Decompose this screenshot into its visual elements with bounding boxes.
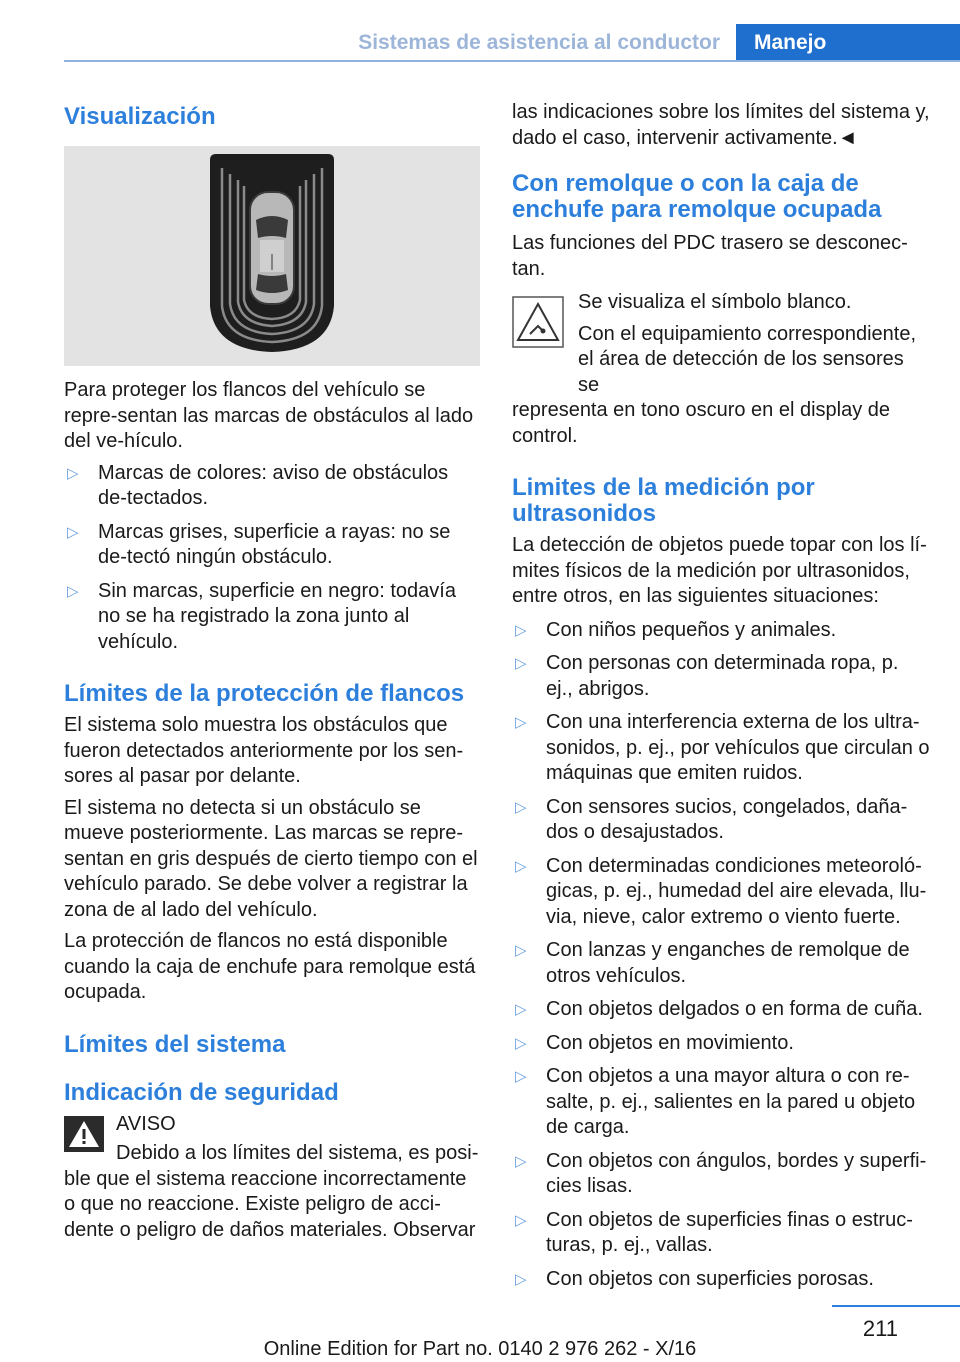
- warning-header: [64, 1112, 480, 1167]
- list-item: ▷ Con objetos con ángulos, bordes y superfi-cies lisas.: [515, 1149, 927, 1197]
- page-footer: [0, 1300, 960, 1362]
- list-item: ▷ Con una interferencia externa de los ultra-sonidos, p. ej., por vehículos que circulan o máquinas que emiten ruidos.: [515, 711, 930, 784]
- bullet-triangle-icon: ▷: [515, 857, 527, 875]
- bullet-triangle-icon: ▷: [67, 582, 79, 600]
- heading-remolque: Con remolque o con la caja de enchufe para remolque ocupada: [512, 170, 882, 223]
- paragraph: La protección de flancos no está disponible cuando la caja de enchufe para remolque está ocupada.: [64, 930, 476, 1003]
- list-item: ▷ Con objetos a una mayor altura o con re-salte, p. ej., salientes en la pared u objeto de carga.: [515, 1065, 916, 1138]
- left-column: [64, 100, 480, 1249]
- header-rule: [64, 60, 960, 62]
- list-item: ▷ Con objetos con superficies porosas.: [512, 1267, 930, 1293]
- bullet-triangle-icon: ▷: [515, 798, 527, 816]
- bullet-triangle-icon: ▷: [515, 1270, 527, 1288]
- warning-block: [64, 1112, 480, 1244]
- list-item: ▷ Con objetos delgados o en forma de cuña.: [512, 997, 930, 1023]
- heading-limites-sistema: Límites del sistema: [64, 1030, 286, 1058]
- warning-first-line: Debido a los límites del sistema, es posi-: [116, 1142, 479, 1164]
- bullet-triangle-icon: ▷: [515, 1001, 527, 1018]
- page-header: [0, 0, 960, 66]
- bullet-triangle-icon: ▷: [67, 464, 79, 482]
- list-item: ▷ Con objetos en movimiento.: [512, 1031, 930, 1057]
- warning-label: AVISO: [116, 1112, 176, 1135]
- header-chapter-tab: [736, 24, 960, 61]
- list-item: ▷ Con personas con determinada ropa, p. ej., abrigos.: [515, 652, 899, 700]
- bullet-triangle-icon: ▷: [67, 523, 79, 541]
- warning-triangle-icon: [64, 1116, 104, 1152]
- header-section-title: Sistemas de asistencia al conductor: [358, 31, 720, 54]
- symbol-line-3: representa en tono oscuro en el display de control.: [512, 399, 891, 447]
- paragraph: El sistema no detecta si un obstáculo se mueve posteriormente. Las marcas se repre-sentan en gris después de cierto tiempo con el vehículo parado. Se debe volver a registrar la zona de al lado del vehículo.: [64, 796, 478, 921]
- paragraph-trailer: Las funciones del PDC trasero se desconec-tan.: [512, 232, 908, 280]
- list-item: ▷ Con objetos de superficies finas o estruc-turas, p. ej., vallas.: [515, 1208, 913, 1256]
- list-item: ▷ Con niños pequeños y animales.: [512, 618, 930, 644]
- heading-indicacion-seguridad: Indicación de seguridad: [64, 1078, 339, 1106]
- list-item: ▷ Con determinadas condiciones meteoroló-gicas, p. ej., humedad del aire elevada, llu-via, nieve, calor extremo o viento fuerte.: [515, 854, 927, 928]
- bullet-triangle-icon: ▷: [515, 1068, 527, 1085]
- paragraph-intro: Para proteger los flancos del vehículo se repre-sentan las marcas de obstáculos al lado del ve-hículo.: [64, 379, 474, 452]
- paragraph: El sistema solo muestra los obstáculos que fueron detectados anteriormente por los sen-sores al pasar por delante.: [64, 714, 464, 787]
- paragraph-ultrasonidos: La detección de objetos puede topar con los lí-mites físicos de la medición por ultrasonidos, entre otros, en las siguientes situaciones:: [512, 534, 927, 607]
- list-item: ▷ Marcas grises, superficie a rayas: no se de-tectó ningún obstáculo.: [67, 520, 451, 568]
- heading-limites-proteccion: Límites de la protección de flancos: [64, 680, 465, 707]
- bullet-triangle-icon: ▷: [515, 1152, 527, 1170]
- heading-visualizacion: Visualización: [64, 103, 216, 130]
- bullet-triangle-icon: ▷: [515, 714, 527, 731]
- list-item: ▷ Sin marcas, superficie en negro: todavía no se ha registrado la zona junto al vehículo.: [67, 579, 456, 653]
- trailer-warning-symbol-icon: [512, 296, 564, 348]
- symbol-line-2: Con el equipamiento correspondiente, el área de detección de los sensores se: [578, 322, 916, 396]
- list-item: ▷ Marcas de colores: aviso de obstáculos de-tectados.: [67, 461, 449, 509]
- header-chapter-label: Manejo: [754, 31, 827, 54]
- heading-limites-ultrasonidos: Limites de la medición por ultrasonidos: [512, 474, 815, 527]
- situations-list: [512, 618, 930, 1293]
- right-column: [512, 100, 930, 1300]
- marks-list: [64, 461, 480, 656]
- bullet-triangle-icon: ▷: [515, 1034, 527, 1052]
- warning-text: ble que el sistema reaccione incorrectamente o que no reaccione. Existe peligro de acci-dente o peligro de daños materiales. Observar: [64, 1167, 476, 1241]
- bullet-triangle-icon: ▷: [515, 942, 527, 959]
- bullet-triangle-icon: ▷: [515, 655, 527, 672]
- paragraph-continued: las indicaciones sobre los límites del sistema y, dado el caso, intervenir activamente.◄: [512, 101, 930, 149]
- edition-note: Online Edition for Part no. 0140 2 976 262 - X/16: [263, 1338, 697, 1360]
- bullet-triangle-icon: ▷: [515, 621, 527, 639]
- footer-rule: [832, 1305, 960, 1307]
- pdc-display-figure: [64, 146, 480, 366]
- symbol-line-1: Se visualiza el símbolo blanco.: [578, 291, 852, 313]
- trailer-symbol-block: [512, 290, 930, 398]
- list-item: ▷ Con sensores sucios, congelados, daña-dos o desajustados.: [515, 795, 908, 843]
- page-number: 211: [862, 1316, 898, 1341]
- bullet-triangle-icon: ▷: [515, 1211, 527, 1229]
- parking-display-illustration: [64, 146, 480, 366]
- list-item: ▷ Con lanzas y enganches de remolque de otros vehículos.: [515, 939, 910, 987]
